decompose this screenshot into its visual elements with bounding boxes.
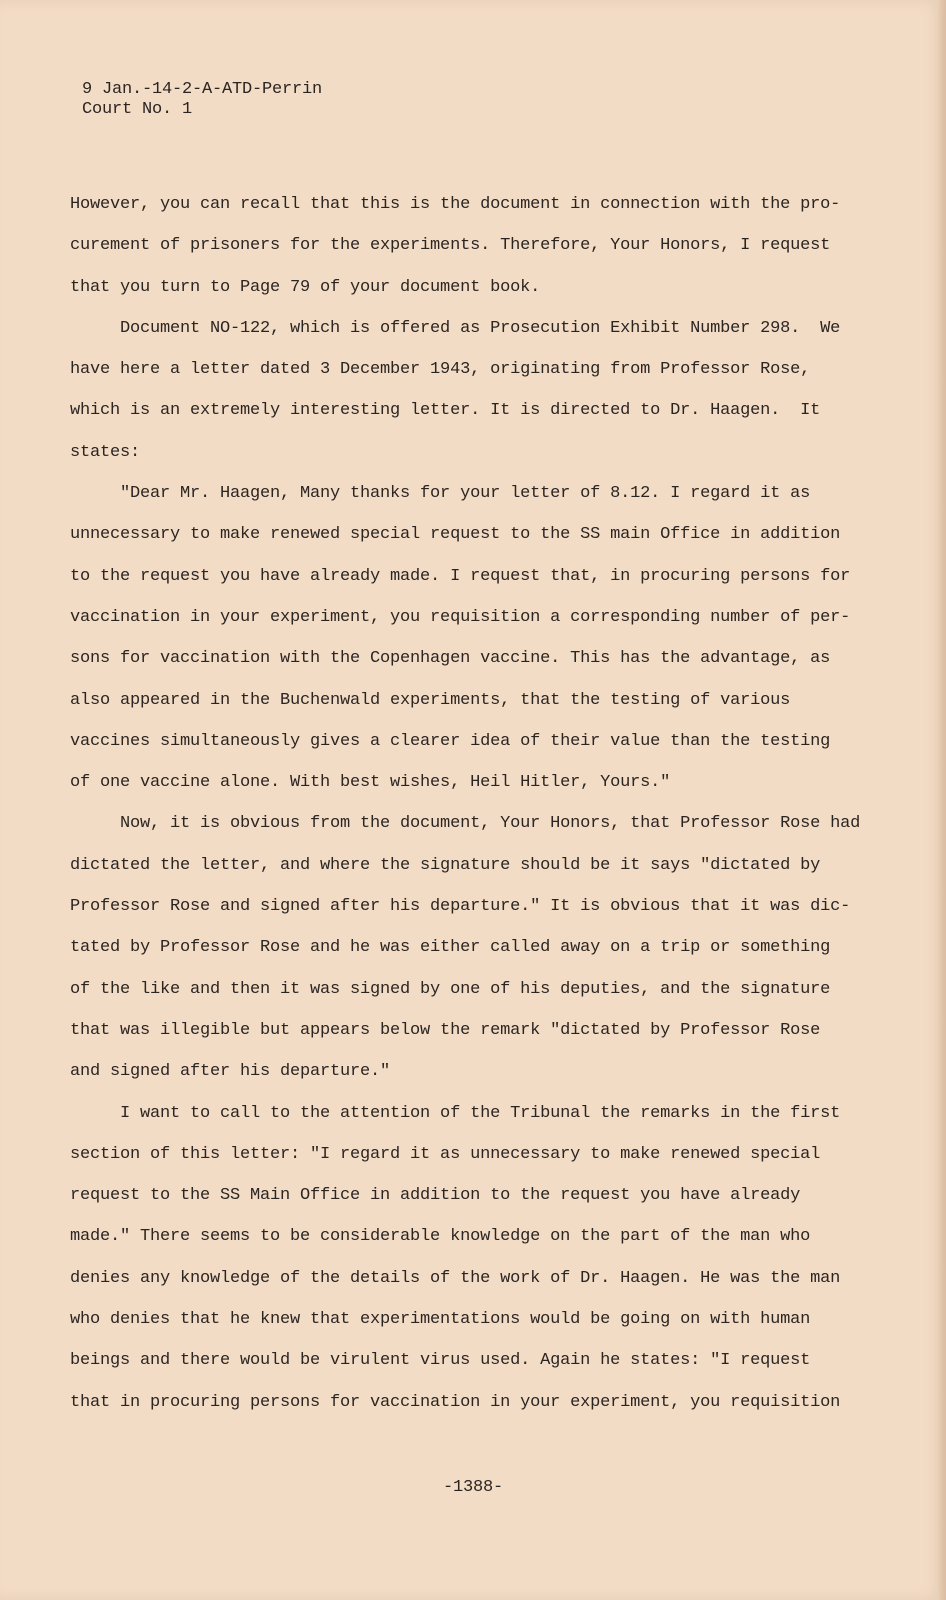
body-line: that you turn to Page 79 of your document book.	[70, 277, 541, 297]
body-line: who denies that he knew that experimentations would be going on with human	[70, 1310, 811, 1330]
body-line: I want to call to the attention of the Tribunal the remarks in the first	[70, 1103, 841, 1123]
body-line: curement of prisoners for the experiments. Therefore, Your Honors, I request	[70, 236, 831, 256]
body-line: vaccination in your experiment, you requisition a corresponding number of per-	[70, 607, 851, 627]
body-line: vaccines simultaneously gives a clearer idea of their value than the testing	[70, 731, 831, 751]
page-edge	[938, 0, 946, 1600]
body-line: Document NO-122, which is offered as Prosecution Exhibit Number 298. We	[70, 318, 841, 338]
header-court: Court No. 1	[82, 100, 193, 119]
body-line: which is an extremely interesting letter. It is directed to Dr. Haagen. It	[70, 401, 821, 421]
body-line: and signed after his departure."	[70, 1062, 391, 1082]
body-line: tated by Professor Rose and he was either called away on a trip or something	[70, 938, 831, 958]
body-line: request to the SS Main Office in addition to the request you have already	[70, 1186, 801, 1206]
body-line: "Dear Mr. Haagen, Many thanks for your letter of 8.12. I regard it as	[70, 484, 811, 504]
body-line: states:	[70, 442, 141, 462]
body-line: made." There seems to be considerable knowledge on the part of the man who	[70, 1227, 811, 1247]
body-line: have here a letter dated 3 December 1943, originating from Professor Rose,	[70, 360, 811, 380]
body-line: beings and there would be virulent virus used. Again he states: "I request	[70, 1351, 811, 1371]
body-line: of the like and then it was signed by one of his deputies, and the signature	[70, 979, 831, 999]
body-line: unnecessary to make renewed special request to the SS main Office in addition	[70, 525, 841, 545]
body-line: Now, it is obvious from the document, Your Honors, that Professor Rose had	[70, 814, 861, 834]
document-header	[82, 80, 322, 120]
body-line: dictated the letter, and where the signature should be it says "dictated by	[70, 855, 821, 875]
body-line: to the request you have already made. I request that, in procuring persons for	[70, 566, 851, 586]
header-reference: 9 Jan.-14-2-A-ATD-Perrin	[82, 80, 323, 99]
transcript-body	[70, 184, 876, 1423]
body-line: sons for vaccination with the Copenhagen vaccine. This has the advantage, as	[70, 649, 831, 669]
page-number: -1388-	[442, 1478, 503, 1497]
body-line: that was illegible but appears below the remark "dictated by Professor Rose	[70, 1020, 821, 1040]
body-line: section of this letter: "I regard it as unnecessary to make renewed special	[70, 1144, 821, 1164]
body-line: However, you can recall that this is the document in connection with the pro-	[70, 195, 841, 214]
body-line: that in procuring persons for vaccination in your experiment, you requisition	[70, 1392, 841, 1412]
body-line: of one vaccine alone. With best wishes, Heil Hitler, Yours."	[70, 773, 671, 793]
body-line: denies any knowledge of the details of the work of Dr. Haagen. He was the man	[70, 1268, 841, 1288]
body-line: also appeared in the Buchenwald experiments, that the testing of various	[70, 690, 791, 710]
body-line: Professor Rose and signed after his departure." It is obvious that it was dic-	[70, 897, 851, 917]
